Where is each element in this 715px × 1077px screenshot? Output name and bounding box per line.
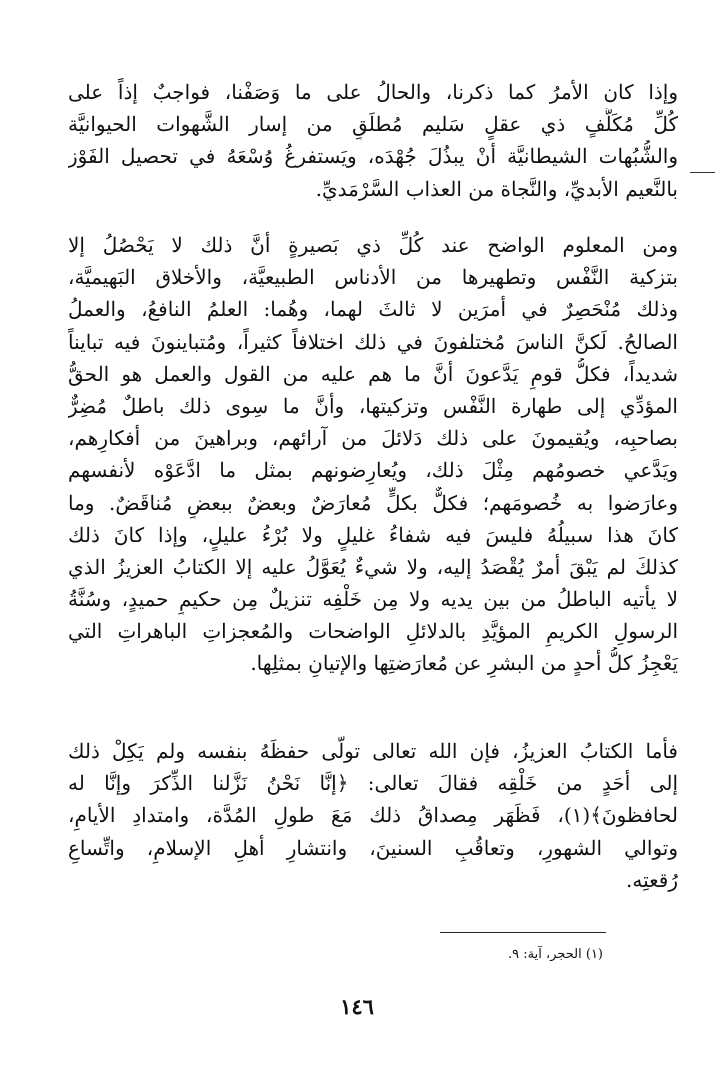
text-line: شديداً، فكلُّ قومٍ يَدَّعونَ أنَّ ما هم عليه من القول والعمل هو الحقُّ xyxy=(68,361,678,386)
text-line: كانَ هذا سبيلُهُ فليسَ فيه شفاءُ غليلٍ ولا بُرْءُ عليلٍ، وإذا كانَ ذلك xyxy=(68,522,678,547)
text-line: لحافظونَ﴾(١)، فَظَهَر مِصداقُ ذلك مَعَ طولِ المُدَّة، وامتدادِ الأيامِ، xyxy=(68,803,678,828)
text-line: كذلكَ لم يَبْقَ أمرٌ يُقْصَدُ إليه، ولا شيءٌ يُعَوَّلُ عليه إلا الكتابُ العزيزُ الذي xyxy=(68,554,678,579)
paragraph-3 xyxy=(68,735,678,896)
text-line: وتوالي الشهورِ، وتعاقُبِ السنينَ، وانتشارِ أهلِ الإسلامِ، واتِّساعِ xyxy=(68,835,678,860)
text-line: فأما الكتابُ العزيزُ، فإن الله تعالى تولّى حفظَهُ بنفسه ولم يَكِلْ ذلك xyxy=(68,739,678,763)
text-line: والشُّبُهات الشيطانيَّة أنْ يبذُلَ جُهْدَه، ويَستفرغُ وُسْعَهُ في تحصيل الفَوْز xyxy=(68,144,678,169)
footnote-divider xyxy=(440,932,606,933)
margin-mark xyxy=(690,172,715,173)
text-line: الرسولِ الكريمِ المؤيَّدِ بالدلائلِ الواضحات والمُعجزاتِ الباهراتِ التي xyxy=(68,619,678,644)
text-line: وعارَضوا به خُصومَهم؛ فكلٌّ بكلٍّ مُعارَضٌ وبعضٌ ببعضٍ مُناقَضٌ. وما xyxy=(68,490,678,515)
text-line: الصالحُ. لَكنَّ الناسَ مُختلفونَ في ذلك اختلافاً كثيراً، ومُتباينونَ فيه تبايناً xyxy=(68,329,678,354)
page-number: ١٤٦ xyxy=(340,994,374,1019)
text-line: بصاحبِه، ويُقيمونَ على ذلك دَلائلَ من آرائهم، وبراهينَ من أفكارِهم، xyxy=(68,426,678,451)
text-line: يَعْجِزُ كلُّ أحدٍ من البشرِ عن مُعارَضتِها والإتيانِ بمثلِها. xyxy=(250,651,678,676)
footnote: (١) الحجر، آية: ٩. xyxy=(508,947,603,962)
text-line: بالنَّعيم الأبديِّ، والنَّجاة من العذاب السَّرْمَديِّ. xyxy=(315,176,678,201)
text-line: وذلك مُنْحَصِرٌ في أمرَين لا ثالثَ لهما، وهُما: العلمُ النافعُ، والعملُ xyxy=(68,297,678,322)
text-line: المؤدِّي إلى طهارة النَّفْس وتزكيتها، وأنَّ ما سِوى ذلك باطلٌ مُضِرٌّ xyxy=(68,393,678,418)
text-line: رُقعتِه. xyxy=(626,867,678,892)
text-line: ومن المعلوم الواضح عند كُلِّ ذي بَصيرةٍ أنَّ ذلك لا يَحْصُلُ إلا xyxy=(68,233,678,257)
text-line: لا يأتيه الباطلُ من بين يديه ولا مِن خَلْفِه تنزيلٌ مِن حكيمٍ حميدٍ، وسُنَّةُ xyxy=(68,587,678,612)
paragraph-1 xyxy=(68,76,678,205)
text-line: بتزكية النَّفْس وتطهيرها من الأدناس الطبيعيَّة، والأخلاق البَهيميَّة، xyxy=(68,265,678,290)
text-line: إلى أحَدٍ من خَلْقِه فقالَ تعالى: ﴿إنَّا نَحْنُ نَزَّلنا الذِّكرَ وإنَّا له xyxy=(68,771,678,796)
text-line: وإذا كان الأمرُ كما ذكرنا، والحالُ على ما وَصَفْنا، فواجبٌ إذاً على xyxy=(68,80,678,104)
paragraph-2 xyxy=(68,229,678,680)
text-line: ويَدَّعي خصومُهم مِثْلَ ذلك، ويُعارِضونهم بمثل ما ادَّعَوْه لأنفسهم xyxy=(68,458,678,483)
text-line: كُلِّ مُكَلَّفٍ ذي عقلٍ سَليم مُطلَقٍ من إسار الشَّهوات الحيوانيَّة xyxy=(68,112,678,137)
